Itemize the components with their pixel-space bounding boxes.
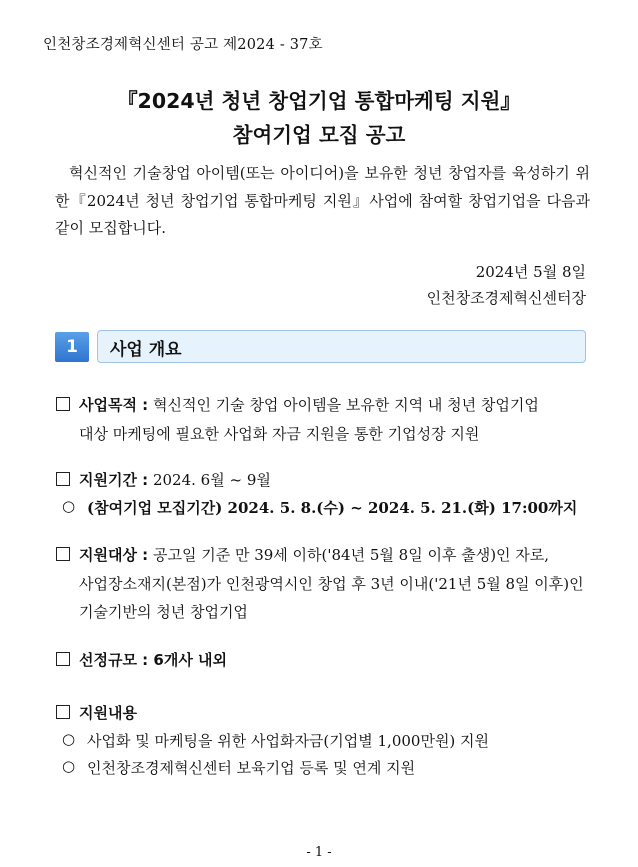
section-number-badge: 1 <box>55 332 89 362</box>
purpose-text-2: 대상 마케팅에 필요한 사업화 자금 지원을 통한 기업성장 지원 <box>79 425 480 443</box>
target-label: 지원대상 : <box>79 546 149 564</box>
issuer: 인천창조경제혁신센터장 <box>426 289 586 307</box>
intro-paragraph: 혁신적인 기술창업 아이템(또는 아이디어)을 보유한 청년 창업자를 육성하기 위한『2024년 청년 창업기업 통합마케팅 지원』사업에 참여할 창업기업을 다음과 같이 모집합니다. <box>55 164 590 237</box>
recruit-period: (참여기업 모집기간) 2024. 5. 8.(수) ~ 2024. 5. 21.(화) 17:00까지 <box>87 499 578 517</box>
scale-label: 선정규모 : 6개사 내외 <box>79 651 228 669</box>
target-item <box>56 542 549 569</box>
period-item <box>56 467 271 494</box>
document-number: 인천창조경제혁신센터 공고 제2024 - 37호 <box>43 37 323 53</box>
announcement-date: 2024년 5월 8일 <box>475 263 586 281</box>
page-number: - 1 - <box>306 845 332 860</box>
purpose-item <box>56 392 539 419</box>
content-item <box>56 700 137 727</box>
purpose-label: 사업목적 : <box>79 396 149 414</box>
checkbox-square-icon <box>56 652 70 666</box>
scale-item <box>56 647 227 674</box>
circle-bullet-icon: ○ <box>62 757 76 775</box>
content-label: 지원내용 <box>79 704 137 722</box>
circle-bullet-icon: ○ <box>62 497 76 515</box>
target-text-2: 사업장소재지(본점)가 인천광역시인 창업 후 3년 이내('21년 5월 8일 이후)인 <box>79 575 584 593</box>
section-title: 사업 개요 <box>110 340 182 360</box>
checkbox-square-icon <box>56 397 70 411</box>
content-list-item-1: 사업화 및 마케팅을 위한 사업화자금(기업별 1,000만원) 지원 <box>87 732 490 750</box>
period-text: 2024. 6월 ~ 9월 <box>152 471 271 489</box>
checkbox-square-icon <box>56 547 70 561</box>
target-text-3: 기술기반의 청년 창업기업 <box>79 603 248 621</box>
target-text-1: 공고일 기준 만 39세 이하('84년 5월 8일 이후 출생)인 자로, <box>152 546 550 564</box>
content-list-item-2: 인천창조경제혁신센터 보육기업 등록 및 연계 지원 <box>87 759 416 777</box>
period-label: 지원기간 : <box>79 471 149 489</box>
purpose-text-1: 혁신적인 기술 창업 아이템을 보유한 지역 내 청년 창업기업 <box>152 396 539 414</box>
title-line-2: 참여기업 모집 공고 <box>232 123 406 147</box>
title-line-1: 『2024년 청년 창업기업 통합마케팅 지원』 <box>117 89 521 113</box>
circle-bullet-icon: ○ <box>62 730 76 748</box>
checkbox-square-icon <box>56 472 70 486</box>
checkbox-square-icon <box>56 705 70 719</box>
